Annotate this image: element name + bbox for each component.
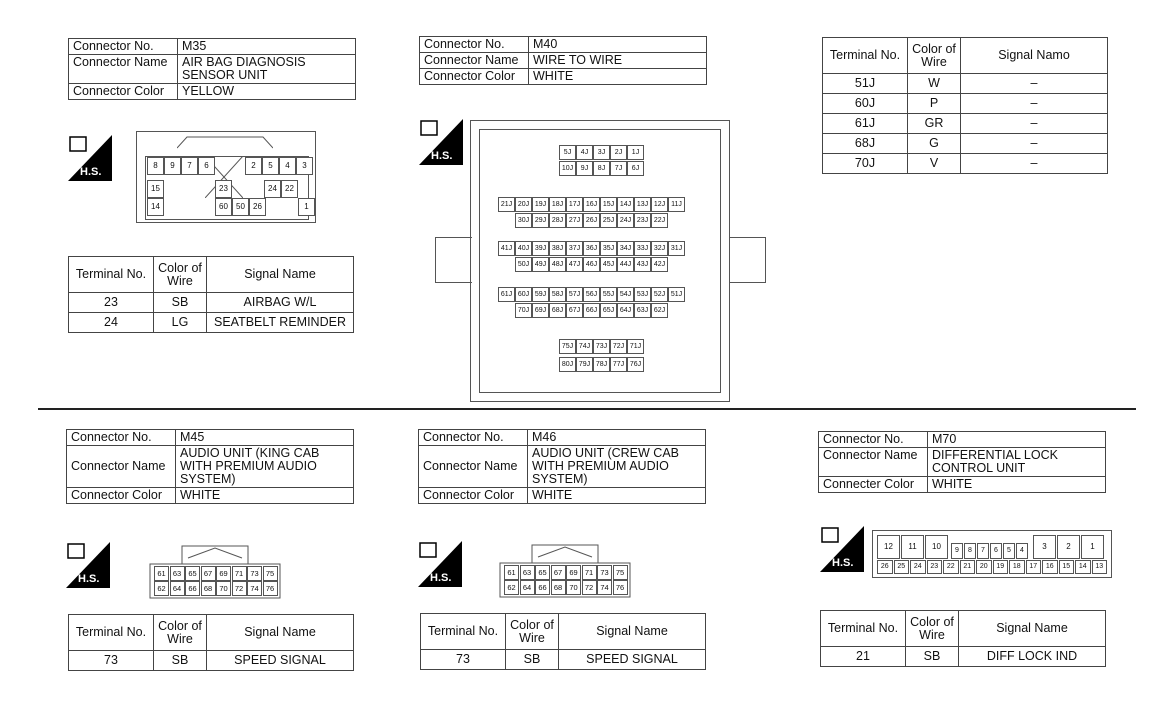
pin-cell: 6 [198, 157, 215, 175]
pin-cell: 63 [520, 565, 535, 580]
pin-cell: 59J [532, 287, 549, 302]
pin-cell: 23 [927, 560, 943, 574]
latch-outline [177, 135, 273, 149]
pin-cell: 65J [600, 303, 617, 318]
m35-connector-info [68, 38, 356, 100]
terminal-cell: 21 [821, 647, 906, 667]
pin-cell: 68 [201, 581, 216, 596]
pin-cell: 75 [613, 565, 628, 580]
pin-cell: 75J [559, 339, 576, 354]
pin-cell: 10J [559, 161, 576, 176]
connector-name-value: AUDIO UNIT (CREW CAB WITH PREMIUM AUDIO SYSTEM) [528, 446, 706, 488]
pin-cell: 12J [651, 197, 668, 212]
color-of-wire-header: Color of Wire [154, 257, 207, 293]
pin-cell: 32J [651, 241, 668, 256]
pin-cell: 9 [164, 157, 181, 175]
terminal-cell: 61J [823, 114, 908, 134]
signal-name-cell: DIFF LOCK IND [959, 647, 1106, 667]
pin-cell: 65 [535, 565, 550, 580]
pin-cell: 22J [651, 213, 668, 228]
signal-name-cell: – [961, 74, 1108, 94]
pin-cell: 49J [532, 257, 549, 272]
pin-cell: 72 [232, 581, 247, 596]
section-divider [38, 408, 1136, 410]
table-row [69, 313, 354, 333]
pin-cell: 67J [566, 303, 583, 318]
pin-cell: 69J [532, 303, 549, 318]
pin-cell: 72J [610, 339, 627, 354]
m35-signal-table [68, 256, 354, 333]
pin-cell: 26 [249, 198, 266, 216]
pin-cell: 63J [634, 303, 651, 318]
pin-cell: 48J [549, 257, 566, 272]
connector-no-value: M40 [529, 37, 707, 53]
color-of-wire-header: Color of Wire [154, 615, 207, 651]
connector-color-value: YELLOW [178, 84, 356, 100]
m45-signal-table [68, 614, 354, 671]
m45-connector-info [66, 429, 354, 504]
pin-cell: 72 [582, 580, 597, 595]
pin-cell: 80J [559, 357, 576, 372]
pin-cell: 16 [1042, 560, 1058, 574]
pin-cell: 54J [617, 287, 634, 302]
pin-cell: 64J [617, 303, 634, 318]
m70-connector-info [818, 431, 1106, 493]
pin-cell: 46J [583, 257, 600, 272]
hs-label: H.S. [430, 572, 452, 584]
connector-no-label: Connector No. [67, 430, 176, 446]
table-row [69, 651, 354, 671]
pin-cell: 39J [532, 241, 549, 256]
pin-cell: 69 [566, 565, 581, 580]
pin-cell: 58J [549, 287, 566, 302]
m70-signal-table [820, 610, 1106, 667]
color-of-wire-header: Color of Wire [506, 614, 559, 650]
hs-label: H.S. [431, 150, 453, 162]
connector-color-label: Connector Color [67, 488, 176, 504]
pin-cell: 17J [566, 197, 583, 212]
pin-cell: 2J [610, 145, 627, 160]
signal-name-cell: AIRBAG W/L [207, 293, 354, 313]
pin-cell: 41J [498, 241, 515, 256]
pin-cell: 67 [551, 565, 566, 580]
signal-name-header: Signal Name [559, 614, 706, 650]
connector-color-value: WHITE [529, 69, 707, 85]
pin-cell: 66 [185, 581, 200, 596]
pin-cell: 76 [263, 581, 278, 596]
pin-cell: 77J [610, 357, 627, 372]
pin-cell: 24 [264, 180, 281, 198]
wire-color-cell: W [908, 74, 961, 94]
pin-cell: 65 [185, 566, 200, 581]
pin-cell: 60 [215, 198, 232, 216]
m40-connector-info [419, 36, 707, 85]
pin-cell: 4J [576, 145, 593, 160]
pin-cell: 62J [651, 303, 668, 318]
pin-cell: 8 [964, 543, 976, 559]
pin-cell: 20J [515, 197, 532, 212]
wire-color-cell: G [908, 134, 961, 154]
pin-cell: 33J [634, 241, 651, 256]
pin-cell: 28J [549, 213, 566, 228]
table-row [69, 293, 354, 313]
table-row [823, 114, 1108, 134]
table-row [823, 154, 1108, 174]
wire-color-cell: SB [906, 647, 959, 667]
connector-no-label: Connector No. [420, 37, 529, 53]
signal-name-header: Signal Namo [961, 38, 1108, 74]
hs-icon [419, 119, 463, 165]
pin-cell: 9 [951, 543, 963, 559]
pin-cell: 20 [976, 560, 992, 574]
pin-cell: 37J [566, 241, 583, 256]
terminal-cell: 51J [823, 74, 908, 94]
pin-cell: 16J [583, 197, 600, 212]
wire-color-cell: SB [506, 650, 559, 670]
pin-cell: 29J [532, 213, 549, 228]
connector-no-value: M70 [928, 432, 1106, 448]
signal-name-cell: SPEED SIGNAL [207, 651, 354, 671]
pin-cell: 63 [170, 566, 185, 581]
terminal-cell: 23 [69, 293, 154, 313]
pin-cell: 21J [498, 197, 515, 212]
m35-connector-face [136, 131, 316, 223]
table-row [823, 94, 1108, 114]
pin-cell: 66 [535, 580, 550, 595]
connector-no-label: Connector No. [819, 432, 928, 448]
pin-cell: 19J [532, 197, 549, 212]
pin-cell: 31J [668, 241, 685, 256]
pin-cell: 10 [925, 535, 948, 559]
pin-cell: 9J [576, 161, 593, 176]
pin-cell: 8 [147, 157, 164, 175]
pin-cell: 12 [877, 535, 900, 559]
pin-cell: 1 [1081, 535, 1104, 559]
pin-cell: 26 [877, 560, 893, 574]
connector-name-value: AIR BAG DIAGNOSIS SENSOR UNIT [178, 55, 356, 84]
pin-cell: 47J [566, 257, 583, 272]
pin-cell: 18 [1009, 560, 1025, 574]
connector-no-label: Connector No. [419, 430, 528, 446]
signal-name-header: Signal Name [207, 257, 354, 293]
signal-name-header: Signal Name [207, 615, 354, 651]
terminal-no-header: Terminal No. [69, 257, 154, 293]
pin-cell: 51J [668, 287, 685, 302]
pin-cell: 42J [651, 257, 668, 272]
m46-signal-table [420, 613, 706, 670]
pin-cell: 70J [515, 303, 532, 318]
pin-cell: 17 [1026, 560, 1042, 574]
pin-cell: 8J [593, 161, 610, 176]
terminal-cell: 24 [69, 313, 154, 333]
pin-cell: 56J [583, 287, 600, 302]
wire-color-cell: SB [154, 651, 207, 671]
hs-label: H.S. [832, 557, 854, 569]
pin-cell: 78J [593, 357, 610, 372]
wire-color-cell: LG [154, 313, 207, 333]
pin-cell: 11J [668, 197, 685, 212]
m70-connector-face [872, 530, 1112, 578]
pin-cell: 25J [600, 213, 617, 228]
pin-cell: 6 [990, 543, 1002, 559]
connector-color-value: WHITE [528, 488, 706, 504]
pin-cell: 35J [600, 241, 617, 256]
pin-cell: 73 [247, 566, 262, 581]
pin-cell: 34J [617, 241, 634, 256]
pin-cell: 15 [1059, 560, 1075, 574]
pin-cell: 62 [154, 581, 169, 596]
pin-cell: 27J [566, 213, 583, 228]
pin-cell: 44J [617, 257, 634, 272]
hs-icon [820, 526, 864, 572]
pin-cell: 4 [1016, 543, 1028, 559]
connector-color-value: WHITE [928, 477, 1106, 493]
pin-cell: 13 [1092, 560, 1108, 574]
pin-cell: 68J [549, 303, 566, 318]
pin-cell: 26J [583, 213, 600, 228]
pin-cell: 75 [263, 566, 278, 581]
pin-cell: 22 [943, 560, 959, 574]
pin-cell: 40J [515, 241, 532, 256]
pin-cell: 74 [247, 581, 262, 596]
m40-signal-table [822, 37, 1108, 174]
terminal-cell: 68J [823, 134, 908, 154]
pin-cell: 2 [1057, 535, 1080, 559]
pin-cell: 38J [549, 241, 566, 256]
signal-name-cell: – [961, 154, 1108, 174]
table-row [823, 134, 1108, 154]
pin-cell: 62 [504, 580, 519, 595]
pin-cell: 3 [296, 157, 313, 175]
pin-cell: 5 [1003, 543, 1015, 559]
pin-cell: 23 [215, 180, 232, 198]
hs-icon [66, 542, 110, 588]
connector-name-value: WIRE TO WIRE [529, 53, 707, 69]
pin-cell: 15 [147, 180, 164, 198]
pin-cell: 50 [232, 198, 249, 216]
pin-cell: 64 [170, 581, 185, 596]
wire-color-cell: SB [154, 293, 207, 313]
pin-cell: 71 [232, 566, 247, 581]
connector-name-label: Connector Name [67, 446, 176, 488]
terminal-no-header: Terminal No. [69, 615, 154, 651]
pin-cell: 67 [201, 566, 216, 581]
m45-connector-face [148, 544, 282, 600]
pin-cell: 61 [504, 565, 519, 580]
connector-color-value: WHITE [176, 488, 354, 504]
terminal-no-header: Terminal No. [821, 611, 906, 647]
hs-icon [418, 541, 462, 587]
hs-icon [68, 135, 112, 181]
connector-color-label: Connector Color [420, 69, 529, 85]
hs-label: H.S. [80, 166, 102, 178]
signal-name-cell: – [961, 114, 1108, 134]
table-row [421, 650, 706, 670]
pin-cell: 76 [613, 580, 628, 595]
connector-color-label: Connector Color [69, 84, 178, 100]
pin-cell: 74 [597, 580, 612, 595]
connector-no-label: Connector No. [69, 39, 178, 55]
m40-right-tab [729, 237, 766, 283]
pin-cell: 64 [520, 580, 535, 595]
pin-cell: 14 [1075, 560, 1091, 574]
connector-name-label: Connector Name [819, 448, 928, 477]
color-of-wire-header: Color of Wire [906, 611, 959, 647]
pin-cell: 73J [593, 339, 610, 354]
connector-name-value: AUDIO UNIT (KING CAB WITH PREMIUM AUDIO SYSTEM) [176, 446, 354, 488]
connector-no-value: M35 [178, 39, 356, 55]
pin-cell: 11 [901, 535, 924, 559]
connector-name-label: Connector Name [420, 53, 529, 69]
m46-connector-info [418, 429, 706, 504]
pin-cell: 14 [147, 198, 164, 216]
hs-label: H.S. [78, 573, 100, 585]
pin-cell: 7 [181, 157, 198, 175]
pin-cell: 36J [583, 241, 600, 256]
connector-color-label: Connecter Color [819, 477, 928, 493]
terminal-cell: 73 [421, 650, 506, 670]
pin-cell: 14J [617, 197, 634, 212]
terminal-no-header: Terminal No. [421, 614, 506, 650]
pin-cell: 6J [627, 161, 644, 176]
pin-cell: 74J [576, 339, 593, 354]
pin-cell: 66J [583, 303, 600, 318]
connector-color-label: Connector Color [419, 488, 528, 504]
pin-cell: 3J [593, 145, 610, 160]
signal-name-cell: SPEED SIGNAL [559, 650, 706, 670]
wire-color-cell: GR [908, 114, 961, 134]
pin-cell: 13J [634, 197, 651, 212]
pin-cell: 70 [216, 581, 231, 596]
pin-cell: 25 [894, 560, 910, 574]
pin-cell: 1 [298, 198, 315, 216]
pin-cell: 52J [651, 287, 668, 302]
pin-cell: 79J [576, 357, 593, 372]
pin-cell: 24J [617, 213, 634, 228]
signal-name-cell: – [961, 134, 1108, 154]
connector-no-value: M46 [528, 430, 706, 446]
pin-cell: 70 [566, 580, 581, 595]
connector-no-value: M45 [176, 430, 354, 446]
pin-cell: 2 [245, 157, 262, 175]
pin-cell: 24 [910, 560, 926, 574]
m40-connector-face [470, 120, 730, 402]
pin-cell: 43J [634, 257, 651, 272]
pin-cell: 76J [627, 357, 644, 372]
pin-cell: 7J [610, 161, 627, 176]
pin-cell: 4 [279, 157, 296, 175]
pin-cell: 73 [597, 565, 612, 580]
signal-name-cell: SEATBELT REMINDER [207, 313, 354, 333]
pin-cell: 23J [634, 213, 651, 228]
pin-cell: 3 [1033, 535, 1056, 559]
pin-cell: 30J [515, 213, 532, 228]
wire-color-cell: V [908, 154, 961, 174]
pin-cell: 69 [216, 566, 231, 581]
pin-cell: 7 [977, 543, 989, 559]
pin-cell: 45J [600, 257, 617, 272]
table-row [823, 74, 1108, 94]
color-of-wire-header: Color of Wire [908, 38, 961, 74]
pin-cell: 19 [993, 560, 1009, 574]
pin-cell: 68 [551, 580, 566, 595]
pin-cell: 21 [960, 560, 976, 574]
pin-cell: 5J [559, 145, 576, 160]
m46-connector-face [498, 543, 632, 599]
pin-cell: 60J [515, 287, 532, 302]
pin-cell: 15J [600, 197, 617, 212]
pin-cell: 71 [582, 565, 597, 580]
pin-cell: 53J [634, 287, 651, 302]
terminal-cell: 73 [69, 651, 154, 671]
pin-cell: 18J [549, 197, 566, 212]
pin-cell: 71J [627, 339, 644, 354]
pin-cell: 61J [498, 287, 515, 302]
connector-name-label: Connector Name [69, 55, 178, 84]
connector-name-label: Connector Name [419, 446, 528, 488]
pin-cell: 55J [600, 287, 617, 302]
signal-name-header: Signal Name [959, 611, 1106, 647]
pin-cell: 50J [515, 257, 532, 272]
terminal-cell: 60J [823, 94, 908, 114]
table-row [821, 647, 1106, 667]
pin-cell: 1J [627, 145, 644, 160]
connector-name-value: DIFFERENTIAL LOCK CONTROL UNIT [928, 448, 1106, 477]
terminal-no-header: Terminal No. [823, 38, 908, 74]
signal-name-cell: – [961, 94, 1108, 114]
terminal-cell: 70J [823, 154, 908, 174]
pin-cell: 5 [262, 157, 279, 175]
pin-cell: 57J [566, 287, 583, 302]
wire-color-cell: P [908, 94, 961, 114]
pin-cell: 22 [281, 180, 298, 198]
m40-left-tab [435, 237, 472, 283]
pin-cell: 61 [154, 566, 169, 581]
